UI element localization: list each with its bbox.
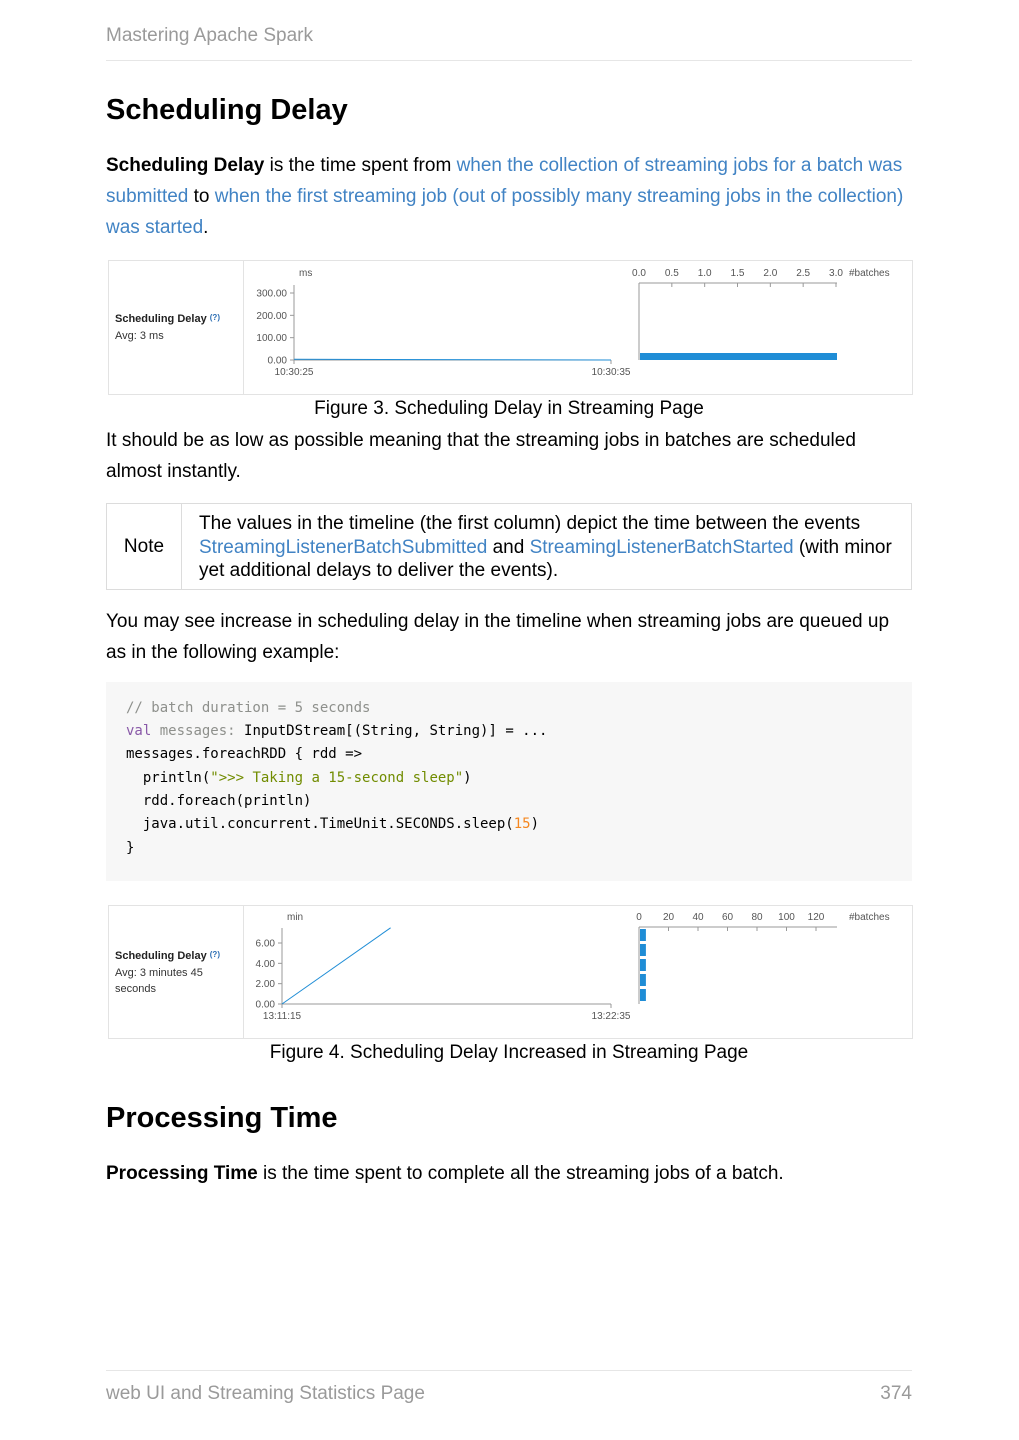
note-body: (with minor yet additional delays to deliver the events). (199, 536, 892, 581)
scheduling-delay-definition (106, 150, 912, 243)
y-axis-unit-label: ms (299, 268, 313, 279)
x-tick-label: 1.5 (730, 268, 745, 279)
code-keyword: val (126, 723, 152, 739)
figure-scheduling-delay-increased (108, 905, 913, 1039)
metric-name: Scheduling Delay (115, 313, 207, 325)
note-label: Note (107, 504, 182, 589)
link-job-started[interactable]: when the first streaming job (out of possibly many streaming jobs in the collection) was started (106, 186, 904, 238)
code-line: messages.foreachRDD { rdd => (126, 746, 363, 762)
histogram-bar (640, 974, 646, 986)
running-header: Mastering Apache Spark (106, 25, 314, 46)
series-line (282, 928, 391, 1004)
code-string: ">>> Taking a 15-second sleep" (210, 770, 464, 786)
x-tick-label: 20 (662, 912, 675, 923)
note-box (106, 503, 912, 590)
y-tick-label: 300.00 (256, 288, 287, 300)
x-tick-label: 80 (751, 912, 763, 923)
figure-4-caption: Figure 4. Scheduling Delay Increased in Streaming Page (269, 1042, 749, 1063)
histogram-bar (640, 929, 646, 941)
link-batch-submitted-event[interactable]: StreamingListenerBatchSubmitted (199, 536, 488, 558)
link-batch-started-event[interactable]: StreamingListenerBatchStarted (529, 536, 794, 558)
definition-text: to (188, 186, 215, 207)
code-line (126, 770, 472, 786)
section-heading-processing-time: Processing Time (106, 1102, 338, 1134)
definition-text: is the time spent from (264, 155, 457, 176)
y-tick-label: 100.00 (256, 333, 287, 345)
code-text: java.util.concurrent.TimeUnit.SECONDS.sleep( (126, 816, 514, 832)
x-tick-label: 10:30:25 (274, 367, 314, 378)
low-delay-paragraph: It should be as low as possible meaning that the streaming jobs in batches are scheduled almost instantly. (106, 430, 856, 482)
footer-chapter-title: web UI and Streaming Statistics Page (106, 1383, 425, 1404)
processing-time-definition (106, 1158, 912, 1189)
x-tick-label: 2.0 (763, 268, 778, 279)
x-tick-label: 0 (636, 912, 642, 923)
term-processing-time: Processing Time (106, 1163, 258, 1184)
x-tick-label: 120 (807, 912, 825, 923)
y-tick-label: 0.00 (267, 355, 287, 367)
y-tick-label: 4.00 (255, 958, 275, 970)
definition-text: . (203, 217, 209, 238)
code-line (126, 723, 547, 739)
y-tick-label: 2.00 (255, 979, 275, 991)
scheduling-delay-increased-charts (109, 906, 912, 1038)
x-tick-label: 13:11:15 (262, 1011, 302, 1022)
figure-metric-average: Avg: 3 ms (115, 330, 164, 342)
histogram-bar (640, 959, 646, 971)
x-tick-label: 1.0 (697, 268, 712, 279)
code-block (106, 682, 912, 881)
x-tick-label: 40 (692, 912, 704, 923)
y-tick-label: 6.00 (255, 938, 275, 950)
section-heading-scheduling-delay: Scheduling Delay (106, 94, 348, 126)
term-scheduling-delay: Scheduling Delay (106, 155, 265, 176)
help-icon[interactable]: (?) (209, 313, 220, 322)
x-tick-label: 0.5 (664, 268, 679, 279)
figure-metric-average: Avg: 3 minutes 45 seconds (115, 967, 203, 995)
code-line: } (126, 840, 135, 856)
note-body: and (487, 536, 530, 558)
figure-scheduling-delay (108, 260, 913, 395)
header-divider (106, 60, 912, 61)
histogram-bar (640, 989, 646, 1001)
x-axis-title: #batches (849, 268, 890, 279)
y-tick-label: 200.00 (256, 310, 287, 322)
footer-page-number: 374 (880, 1383, 912, 1404)
note-body: The values in the timeline (the first column) depict the time between the events (199, 513, 861, 534)
code-number: 15 (513, 816, 531, 832)
x-axis-title: #batches (849, 912, 890, 923)
code-line (126, 700, 370, 716)
link-batch-submitted[interactable]: when the collection of streaming jobs for a batch was submitted (106, 155, 903, 207)
x-tick-label: 100 (778, 912, 795, 923)
x-tick-label: 3.0 (829, 268, 843, 279)
footer-divider (106, 1370, 912, 1371)
x-tick-label: 10:30:35 (591, 367, 631, 378)
code-text: InputDStream[(String, String)] = ... (235, 723, 548, 739)
code-line (126, 816, 539, 832)
metric-name: Scheduling Delay (115, 950, 207, 962)
code-text: ) (463, 770, 472, 786)
note-text (199, 512, 899, 583)
x-tick-label: 2.5 (796, 268, 811, 279)
code-text: ) (530, 816, 540, 832)
queued-jobs-paragraph: You may see increase in scheduling delay in the timeline when streaming jobs are queued up as in the following example: (106, 611, 890, 663)
y-axis-unit-label: min (287, 912, 304, 923)
x-tick-label: 0.0 (632, 268, 646, 279)
code-identifier: messages: (159, 723, 236, 739)
code-text: println( (126, 770, 211, 786)
code-line: rdd.foreach(println) (126, 793, 312, 809)
code-comment: // batch duration = 5 seconds (126, 700, 371, 716)
help-icon[interactable]: (?) (209, 950, 220, 959)
x-tick-label: 13:22:35 (591, 1011, 631, 1022)
histogram-bar (640, 353, 837, 360)
histogram-bar (640, 944, 646, 956)
series-line (294, 359, 611, 360)
x-tick-label: 60 (721, 912, 734, 923)
scheduling-delay-charts (109, 261, 912, 394)
y-tick-label: 0.00 (255, 999, 275, 1011)
definition-text: is the time spent to complete all the streaming jobs of a batch. (257, 1163, 784, 1184)
figure-3-caption: Figure 3. Scheduling Delay in Streaming Page (314, 398, 704, 419)
